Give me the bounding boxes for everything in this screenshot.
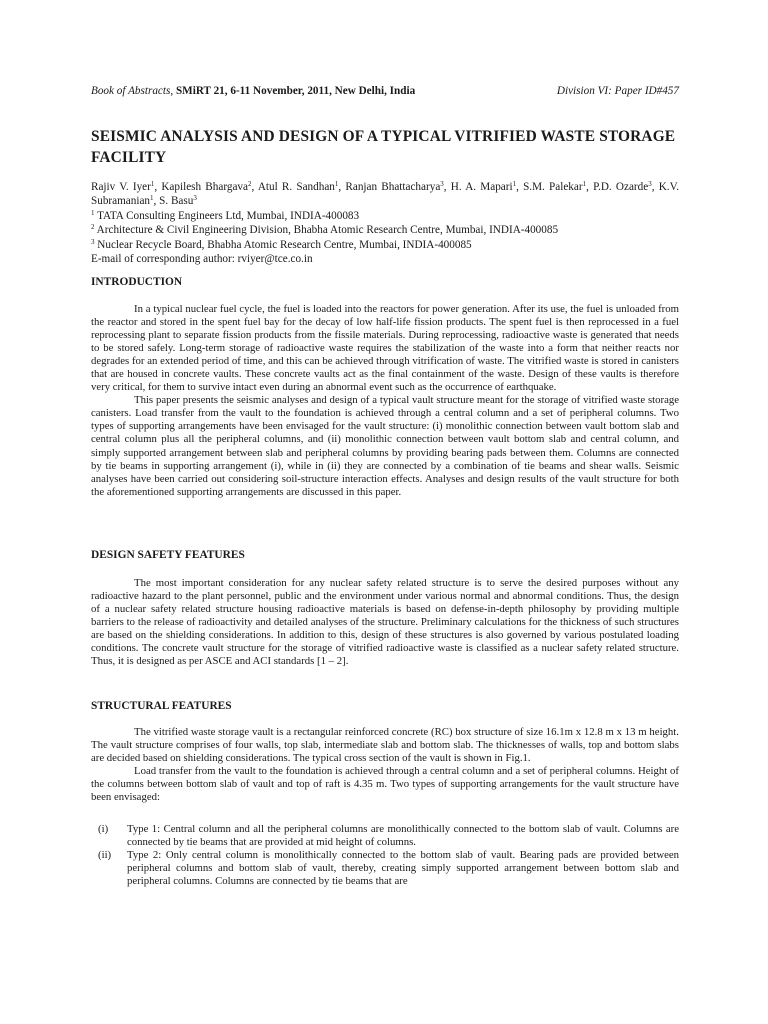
affiliation-mark: 2: [91, 223, 95, 232]
author-affiliation-mark: 3: [648, 180, 652, 188]
header-paper-id: Division VI: Paper ID#457: [556, 85, 679, 97]
author-affiliation-mark: 3: [193, 194, 197, 203]
corresponding-email: E-mail of corresponding author: rviyer@tce.co.in: [91, 253, 313, 266]
author-name: S. Basu: [159, 195, 194, 208]
author-separator: ,: [651, 181, 659, 193]
author-affiliation-mark: 1: [582, 180, 587, 188]
paragraph: The vitrified waste storage vault is a rectangular reinforced concrete (RC) box structure of size 16.1m x 12.8 m x 13 m height. The vault structure comprises of four walls, top slab, intermediate slab and bottom slab. The thicknesses of walls, top and bottom slabs are decided based on shielding considerations. The typical cross section of the vault is shown in Fig.1.: [91, 726, 679, 765]
author-affiliation-mark: 1: [334, 180, 339, 188]
affiliation-mark: 1: [91, 208, 95, 217]
author-name: S.M. Palekar: [523, 181, 583, 193]
author-separator: ,: [338, 181, 346, 193]
author-affiliation-mark: 1: [512, 180, 517, 188]
affiliation-text: TATA Consulting Engineers Ltd, Mumbai, INDIA-400083: [94, 209, 360, 222]
paragraph: In a typical nuclear fuel cycle, the fuel is loaded into the reactors for power generation. After its use, the fuel is unloaded from the reactor and stored in the spent fuel bay for the decay of low half-life fission products. The spent fuel is then reprocessed in a fuel reprocessing plant to separate fission products from the fissile materials. During reprocessing, radioactive waste is generated that needs to be stored safely. Long-term storage of radioactive waste requires the stabilization of the waste into a form that neither reacts nor degrades for an extended period of time, and this can be achieved through vitrification of waste. The vitrified waste is stored in canisters that are housed in concrete vaults. These concrete vaults act as the final containment of the waste. Design of these vaults is therefore very critical, for them to survive intact even during an abnormal event such as the occurrence of earthquake.: [91, 303, 679, 394]
author-list: [91, 180, 679, 209]
author-separator: ,: [153, 195, 160, 208]
author-separator: ,: [586, 181, 594, 193]
list-item-number: (i): [98, 823, 109, 835]
section-design-safety-body: [91, 577, 679, 668]
author-name: K.V. Subramanian: [91, 181, 679, 208]
section-structural-body: [91, 726, 679, 804]
support-arrangement-list: [91, 823, 679, 888]
list-item-text: Type 2: Only central column is monolithically connected to the bottom slab of vault. Bearing pads are provided between peripheral columns and bottom slab of vault, thereby, creating simply supported arrangement between bottom slab and peripheral columns. Columns are connected by tie beams that are: [127, 849, 679, 888]
author-separator: ,: [251, 181, 258, 193]
author-name: H. A. Mapari: [450, 181, 513, 193]
affiliation-list: [91, 209, 679, 252]
affiliation: [91, 238, 679, 252]
list-item: [91, 849, 679, 888]
author-affiliation-mark: 1: [150, 180, 155, 188]
list-item: [91, 823, 679, 849]
list-item-text: Type 1: Central column and all the peripheral columns are monolithically connected to the bottom slab of vault. Columns are connected by tie beams that are provided at mid height of columns.: [127, 823, 679, 849]
section-heading-introduction: INTRODUCTION: [91, 276, 183, 288]
header-citation: [91, 84, 415, 99]
paragraph: The most important consideration for any nuclear safety related structure is to serve the desired purposes without any radioactive hazard to the plant personnel, public and the environment under various normal and abnormal conditions. Thus, the design of a nuclear safety related structure housing radioactive materials is based on defense-in-depth philosophy by providing multiple barriers to the release of radioactivity and detailed analyses of the structure. Preliminary calculations for the thickness of such structures are based on the shielding considerations. In addition to this, design of these structures is also governed by various postulated loading conditions. The concrete vault structure for the storage of vitrified radioactive waste is classified as a nuclear safety related structure. Thus, it is designed as per ASCE and ACI standards [1 – 2].: [91, 577, 679, 668]
author-name: Kapilesh Bhargava: [161, 181, 248, 193]
section-introduction-body: [91, 303, 679, 499]
section-heading-design-safety: DESIGN SAFETY FEATURES: [91, 549, 245, 561]
header-book-title: Book of Abstracts: [91, 85, 171, 97]
list-item-number: (ii): [98, 849, 112, 862]
author-name: P.D. Ozarde: [593, 181, 649, 193]
header-sep: ,: [170, 85, 176, 97]
author-separator: ,: [443, 181, 451, 193]
author-name: Ranjan Bhattacharya: [345, 181, 441, 193]
author-affiliation-mark: 1: [150, 194, 154, 203]
author-separator: ,: [516, 181, 524, 193]
affiliation-mark: 3: [91, 237, 95, 246]
author-affiliation-mark: 3: [440, 180, 444, 188]
affiliation: [91, 223, 679, 237]
affiliation: [91, 209, 679, 223]
author-separator: ,: [154, 181, 162, 193]
author-affiliation-mark: 2: [247, 180, 252, 188]
affiliation-text: Architecture & Civil Engineering Division, Bhabha Atomic Research Centre, Mumbai, INDIA-400085: [94, 224, 559, 237]
author-block: [91, 180, 679, 266]
paragraph: Load transfer from the vault to the foundation is achieved through a central column and a set of peripheral columns. Height of the columns between bottom slab of vault and top of raft is 4.35 m. Two types of supporting arrangements for the vault structure have been envisaged:: [91, 765, 679, 804]
section-heading-structural: STRUCTURAL FEATURES: [91, 700, 232, 712]
paragraph: This paper presents the seismic analyses and design of a typical vault structure meant for the storage of vitrified waste storage canisters. Load transfer from the vault to the foundation is achieved through a central column and a set of peripheral columns. Two types of supporting arrangements have been envisaged for the vault structure: (i) monolithic connection between vault bottom slab and central column plus all the peripheral columns, and (ii) monolithic connection between vault bottom slab and central column, and simply supported arrangement between slab and peripheral columns by providing bearing pads between them. Columns are connected by tie beams in supporting arrangement (i), while in (ii) they are connected by a combination of tie beams and shear walls. Seismic analyses have been carried out considering soil-structure interaction effects. Analyses and design results of the vault structure for both the aforementioned supporting arrangements are discussed in this paper.: [91, 394, 679, 498]
paper-title: SEISMIC ANALYSIS AND DESIGN OF A TYPICAL VITRIFIED WASTE STORAGE FACILITY: [91, 128, 676, 166]
header-conference: SMiRT 21, 6-11 November, 2011, New Delhi, India: [175, 85, 416, 97]
author-name: Rajiv V. Iyer: [91, 181, 151, 193]
author-name: Atul R. Sandhan: [257, 181, 335, 193]
affiliation-text: Nuclear Recycle Board, Bhabha Atomic Research Centre, Mumbai, INDIA-400085: [94, 238, 472, 251]
